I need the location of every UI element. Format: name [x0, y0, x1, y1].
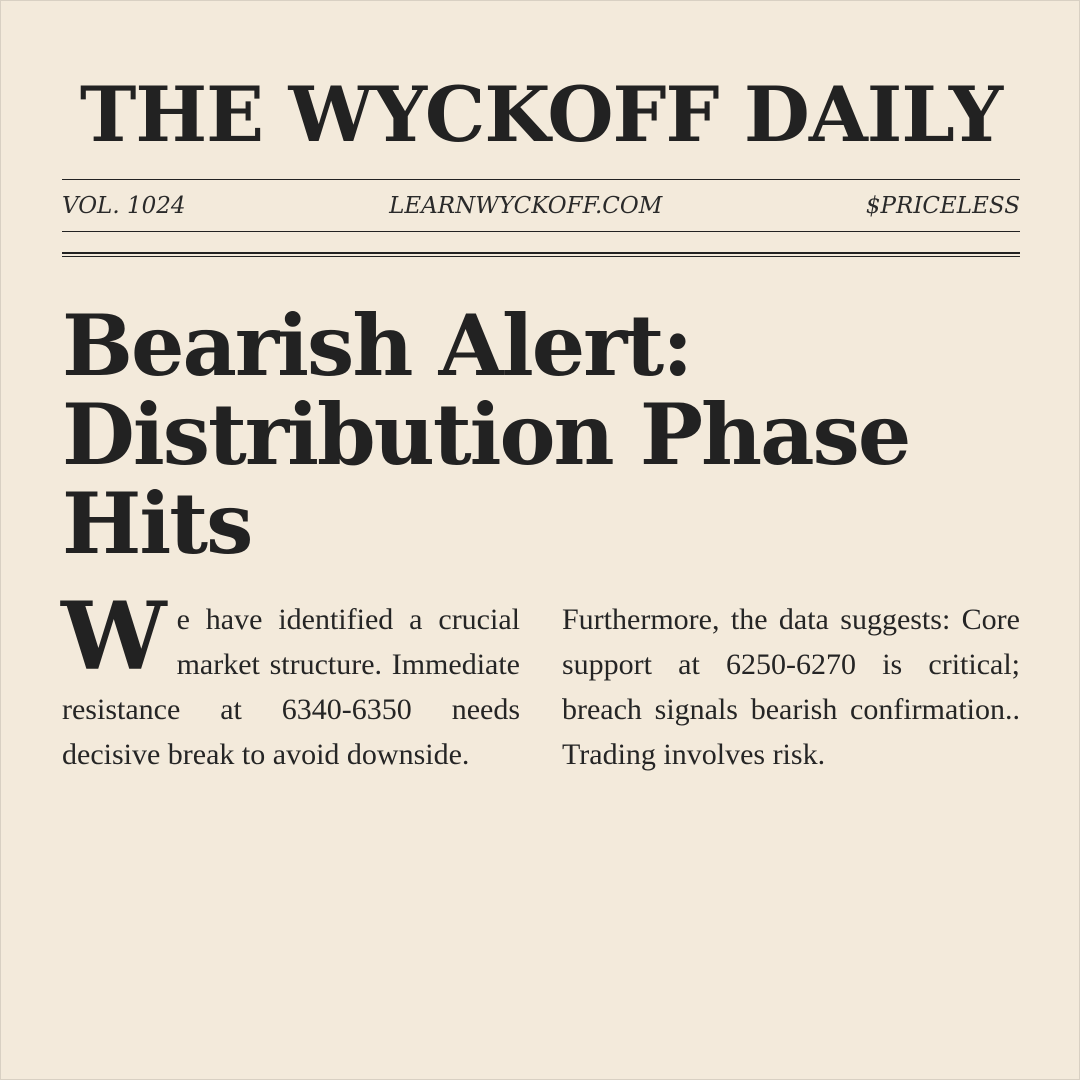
website-label: LEARNWYCKOFF.COM	[389, 192, 663, 219]
top-rule	[62, 179, 1020, 180]
article-column-left	[61, 582, 520, 777]
volume-label: VOL. 1024	[62, 192, 186, 219]
double-rule-upper	[62, 252, 1020, 254]
drop-cap: W	[61, 582, 167, 692]
double-rule-lower	[62, 256, 1020, 257]
headline: Bearish Alert: Distribution Phase Hits	[62, 296, 910, 573]
price-label: $PRICELESS	[865, 192, 1020, 219]
article-column-right	[562, 597, 1020, 777]
right-column-text: Furthermore, the data suggests: Core support at 6250-6270 is critical; breach signals bearish confirmation.. Trading involves risk.	[562, 603, 1020, 771]
left-column-text: e have identified a crucial market structure. Immediate resistance at 6340-6350 needs decisive break to avoid downside.	[62, 603, 520, 771]
article-columns	[61, 582, 1020, 777]
info-bar	[62, 191, 1020, 221]
masthead-title: THE WYCKOFF DAILY	[79, 70, 1003, 159]
middle-rule	[62, 231, 1020, 232]
